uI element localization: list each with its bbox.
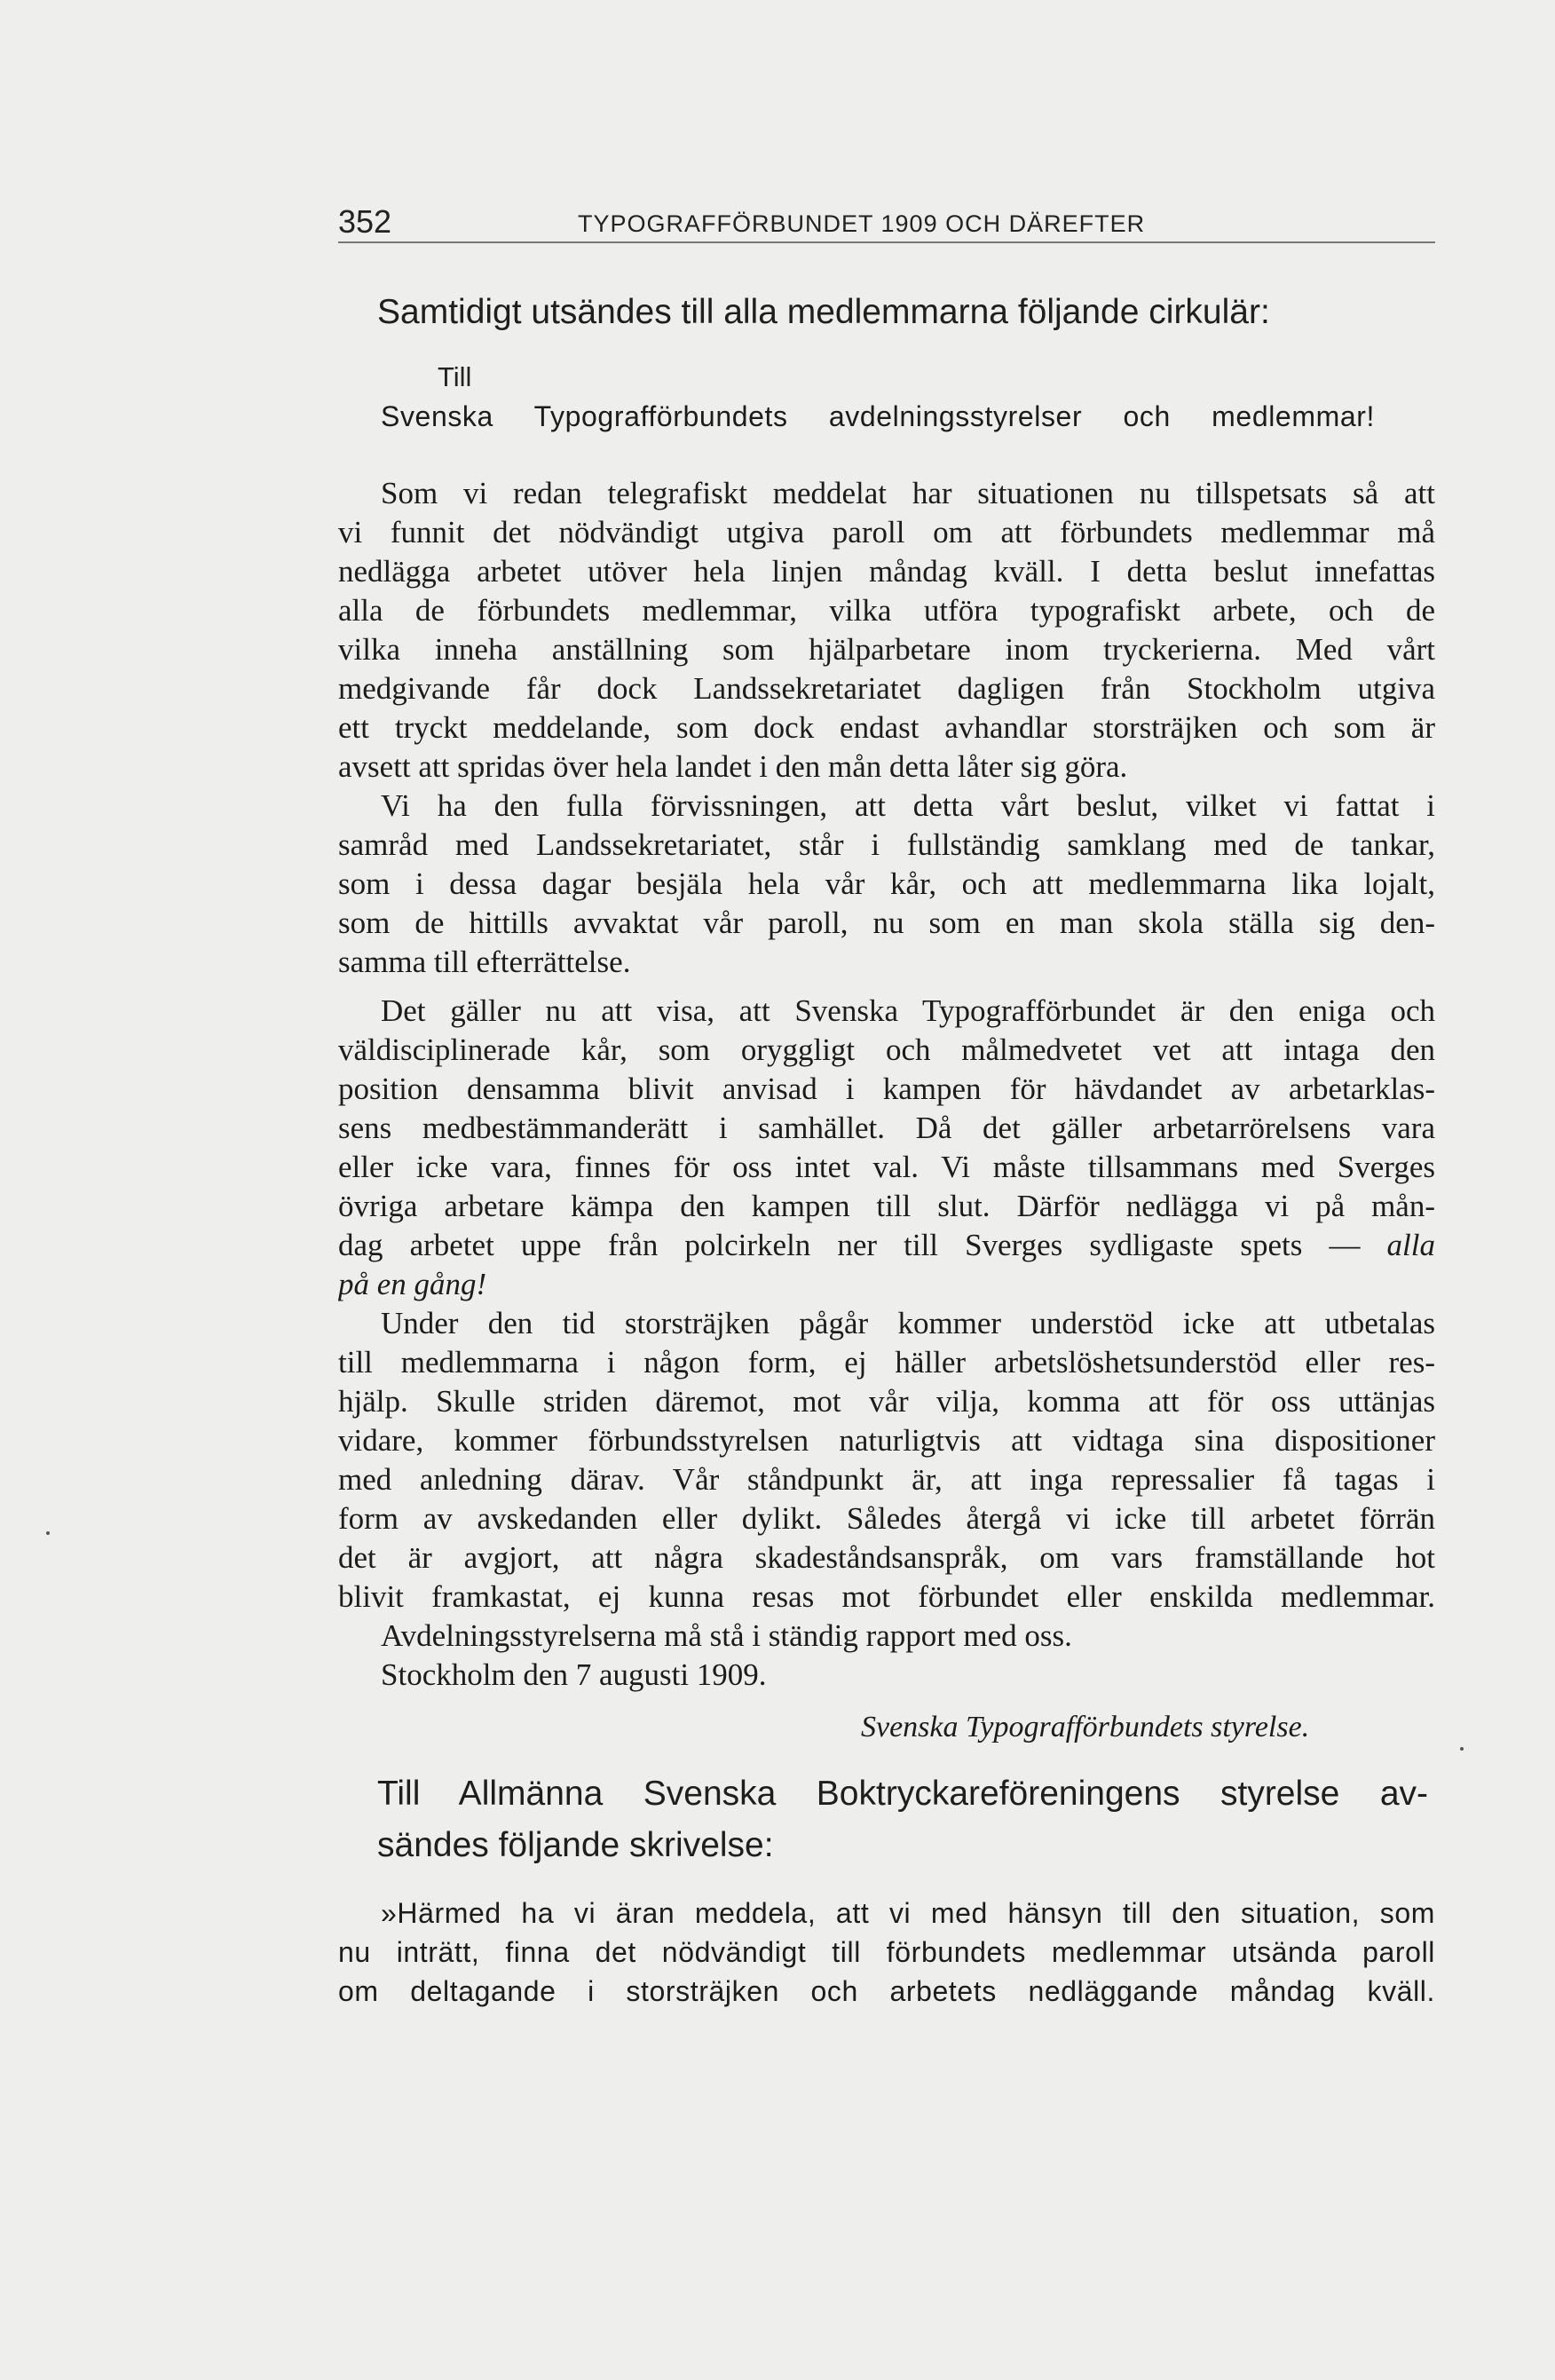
text-line-italic: på en gång!: [338, 1267, 487, 1301]
text-fragment: dag arbetet uppe från polcirkeln ner till Sverges sydligaste spets —: [338, 1228, 1361, 1262]
text-line: med anledning därav. Vår ståndpunkt är, att inga repressalier få tagas i: [338, 1462, 1435, 1497]
text-line: eller icke vara, finnes för oss intet val. Vi måste tillsammans med Sverges: [338, 1150, 1435, 1184]
text-line: position densamma blivit anvisad i kampen för hävdandet av arbetarklas-: [338, 1071, 1435, 1106]
text-line: medgivande får dock Landssekretariatet dagligen från Stockholm utgiva: [338, 671, 1435, 706]
text-line: nu inträtt, finna det nödvändigt till förbundets medlemmar utsända paroll: [338, 1936, 1435, 1968]
text-line: form av avskedanden eller dylikt. Således återgå vi icke till arbetet förrän: [338, 1501, 1435, 1536]
speck: [1460, 1747, 1464, 1751]
signature: Svenska Typografförbundets styrelse.: [861, 1711, 1310, 1743]
text-line: vi funnit det nödvändigt utgiva paroll om att förbundets medlemmar må: [338, 515, 1435, 550]
running-header: [338, 202, 1435, 243]
section-heading-circular: Samtidigt utsändes till alla medlemmarna följande cirkulär:: [377, 293, 1270, 331]
text-line: »Härmed ha vi äran meddela, att vi med hänsyn till den situation, som: [381, 1897, 1435, 1929]
text-line: vidare, kommer förbundsstyrelsen naturligtvis att vidtaga sina dispositioner: [338, 1423, 1435, 1458]
text-line: nedlägga arbetet utöver hela linjen måndag kväll. I detta beslut innefattas: [338, 554, 1435, 589]
text-line: [338, 1226, 1435, 1265]
salutation-line: Svenska Typografförbundets avdelningsstyrelser och medlemmar!: [381, 400, 1375, 432]
text-line: väldisciplinerade kår, som oryggligt och målmedvetet vet att intaga den: [338, 1032, 1435, 1067]
text-line: samma till efterrättelse.: [338, 945, 631, 979]
heading-line: sändes följande skrivelse:: [377, 1826, 774, 1864]
text-line: Det gäller nu att visa, att Svenska Typografförbundet är den eniga och: [381, 993, 1435, 1028]
text-line: blivit framkastat, ej kunna resas mot förbundet eller enskilda medlemmar.: [338, 1579, 1435, 1614]
text-line: samråd med Landssekretariatet, står i fullständig samklang med de tankar,: [338, 827, 1435, 862]
text-line: som de hittills avvaktat vår paroll, nu som en man skola ställa sig den-: [338, 905, 1435, 940]
text-line: om deltagande i storsträjken och arbetets nedläggande måndag kväll.: [338, 1975, 1435, 2007]
section-heading-letter: [377, 1768, 1442, 1871]
emphasis-word: alla: [1386, 1228, 1435, 1262]
text-line: ett tryckt meddelande, som dock endast avhandlar storsträjken och som är: [338, 710, 1435, 745]
text-line: till medlemmarna i någon form, ej häller arbetslöshetsunderstöd eller res-: [338, 1345, 1435, 1380]
dateline: Stockholm den 7 augusti 1909.: [381, 1657, 767, 1692]
text-line: det är avgjort, att några skadeståndsanspråk, om vars framställande hot: [338, 1540, 1435, 1575]
text-line: avsett att spridas över hela landet i den mån detta låter sig göra.: [338, 749, 1128, 784]
text-line: Avdelningsstyrelserna må stå i ständig rapport med oss.: [381, 1618, 1072, 1653]
running-title: TYPOGRAFFÖRBUNDET 1909 OCH DÄREFTER: [578, 210, 1146, 237]
page-number: 352: [338, 203, 392, 240]
speck: [46, 1531, 50, 1535]
text-line: hjälp. Skulle striden däremot, mot vår vilja, komma att för oss uttänjas: [338, 1384, 1435, 1419]
text-line: Vi ha den fulla förvissningen, att detta vårt beslut, vilket vi fattat i: [381, 788, 1435, 823]
text-line: alla de förbundets medlemmar, vilka utföra typografiskt arbete, och de: [338, 593, 1435, 628]
address-till: Till: [438, 361, 472, 392]
heading-line: Till Allmänna Svenska Boktryckareföreningens styrelse av-: [377, 1775, 1428, 1813]
text-line: som i dessa dagar besjäla hela vår kår, och att medlemmarna lika lojalt,: [338, 866, 1435, 901]
text-line: Under den tid storsträjken pågår kommer understöd icke att utbetalas: [381, 1306, 1435, 1340]
text-line: sens medbestämmanderätt i samhället. Då det gäller arbetarrörelsens vara: [338, 1111, 1435, 1145]
text-line: Som vi redan telegrafiskt meddelat har situationen nu tillspetsats så att: [381, 476, 1435, 510]
text-line: vilka inneha anställning som hjälparbetare inom tryckerierna. Med vårt: [338, 632, 1435, 667]
text-line: övriga arbetare kämpa den kampen till slut. Därför nedlägga vi på mån-: [338, 1189, 1435, 1223]
